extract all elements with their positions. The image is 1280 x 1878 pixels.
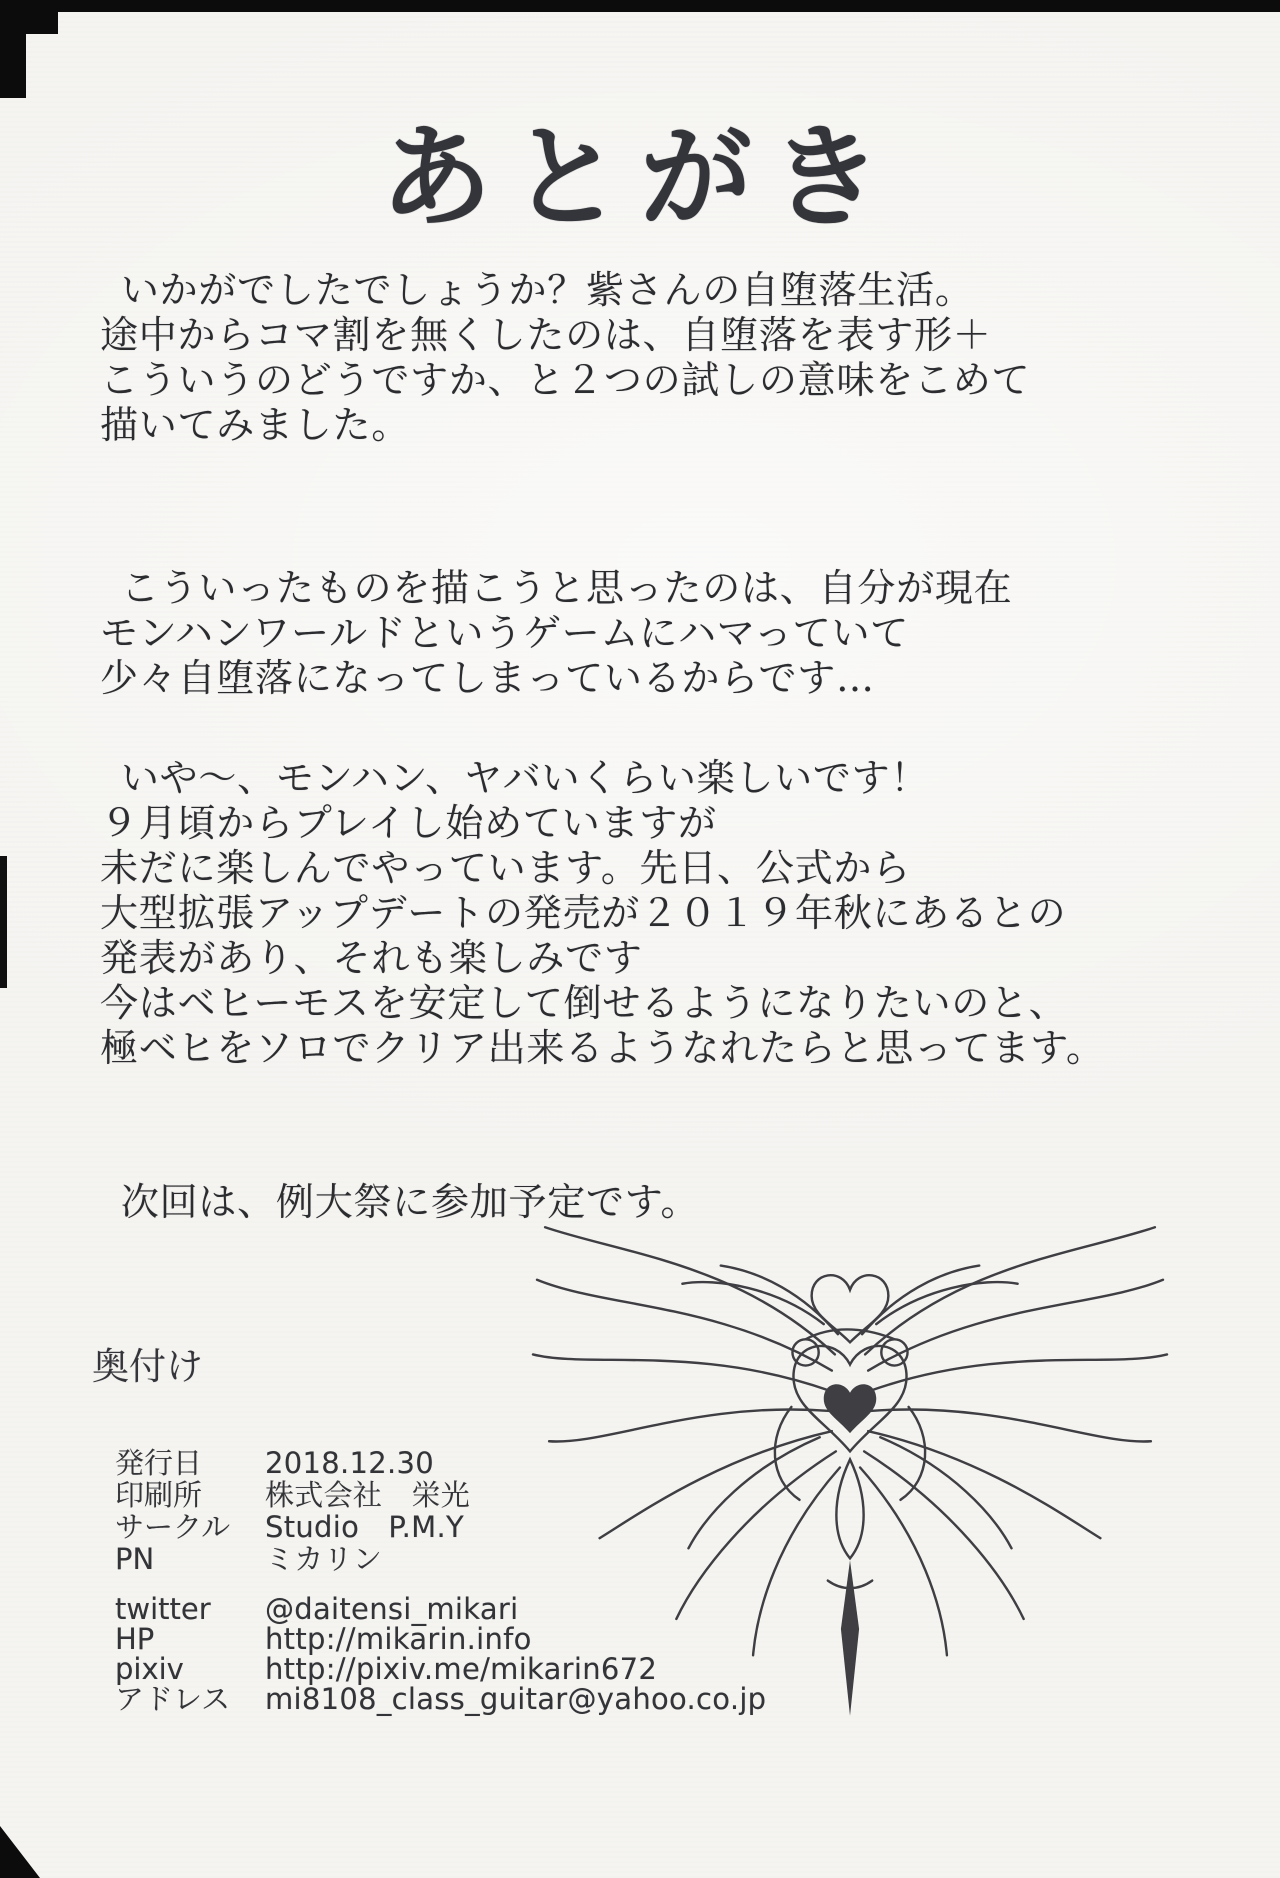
colophon-value: Studio P.M.Y [265, 1510, 464, 1544]
text-line: こういうのどうですか、と２つの試しの意味をこめて [100, 358, 1031, 402]
text-line: ９月頃からプレイし始めていますが [100, 801, 717, 845]
colophon-value: ミカリン [265, 1542, 383, 1576]
colophon-value: 2018.12.30 [265, 1446, 434, 1480]
colophon-row [115, 1447, 470, 1479]
text-line: 次回は、例大祭に参加予定です。 [120, 1180, 700, 1224]
left-wing [533, 1227, 840, 1655]
colophon-value: 株式会社 栄光 [265, 1478, 471, 1512]
text-line: こういったものを描こうと思ったのは、自分が現在 [120, 566, 1013, 610]
contact-label: アドレス [115, 1682, 231, 1716]
contact-value: mi8108_class_guitar@yahoo.co.jp [265, 1682, 767, 1716]
scan-edge-top [0, 0, 1280, 12]
text-line: 少々自堕落になってしまっているからです… [100, 656, 875, 700]
right-wing [860, 1227, 1167, 1655]
colophon-row [115, 1543, 470, 1575]
contact-value: http://pixiv.me/mikarin672 [265, 1652, 658, 1686]
contact-value: @daitensi_mikari [265, 1592, 519, 1626]
afterword-paragraph-2 [100, 566, 1012, 701]
colophon-row [115, 1479, 470, 1511]
colophon-publication [115, 1447, 470, 1575]
text-line: いかがでしたでしょうか？紫さんの自堕落生活。 [120, 268, 974, 312]
page-title: あとがき [380, 112, 900, 243]
contact-label: pixiv [115, 1652, 184, 1686]
scan-edge-bottom-left [0, 1826, 40, 1878]
text-line: 大型拡張アップデートの発売が２０１９年秋にあるとの [100, 891, 1067, 935]
colophon-label: PN [115, 1542, 155, 1576]
text-line: 描いてみました。 [100, 403, 411, 447]
contact-value: http://mikarin.info [265, 1622, 532, 1656]
text-line: 途中からコマ割を無くしたのは、自堕落を表す形＋ [100, 313, 992, 357]
scan-edge-top-left-corner [0, 0, 58, 34]
colophon-row [115, 1511, 470, 1543]
contact-label: twitter [115, 1592, 211, 1626]
colophon-heading: 奥付け [92, 1345, 203, 1388]
text-line: 未だに楽しんでやっています。先日、公式から [100, 846, 911, 890]
center-ornament [775, 1275, 925, 1716]
text-line: 今はベヒーモスを安定して倒せるようになりたいのと、 [100, 981, 1068, 1025]
text-line: いや〜、モンハン、ヤバいくらい楽しいです！ [120, 756, 930, 800]
afterword-paragraph-3 [100, 756, 1105, 1071]
winged-heart-emblem-icon [505, 1205, 1195, 1730]
scan-edge-left [0, 856, 7, 988]
text-line: 発表があり、それも楽しみです [100, 936, 643, 980]
text-line: 極ベヒをソロでクリア出来るようなれたらと思ってます。 [100, 1026, 1105, 1070]
colophon-label: サークル [115, 1510, 231, 1544]
colophon-label: 発行日 [115, 1446, 203, 1480]
text-line: モンハンワールドというゲームにハマっていて [100, 611, 910, 655]
colophon-label: 印刷所 [115, 1478, 203, 1512]
contact-label: HP [115, 1622, 155, 1656]
afterword-paragraph-1 [100, 268, 1030, 448]
